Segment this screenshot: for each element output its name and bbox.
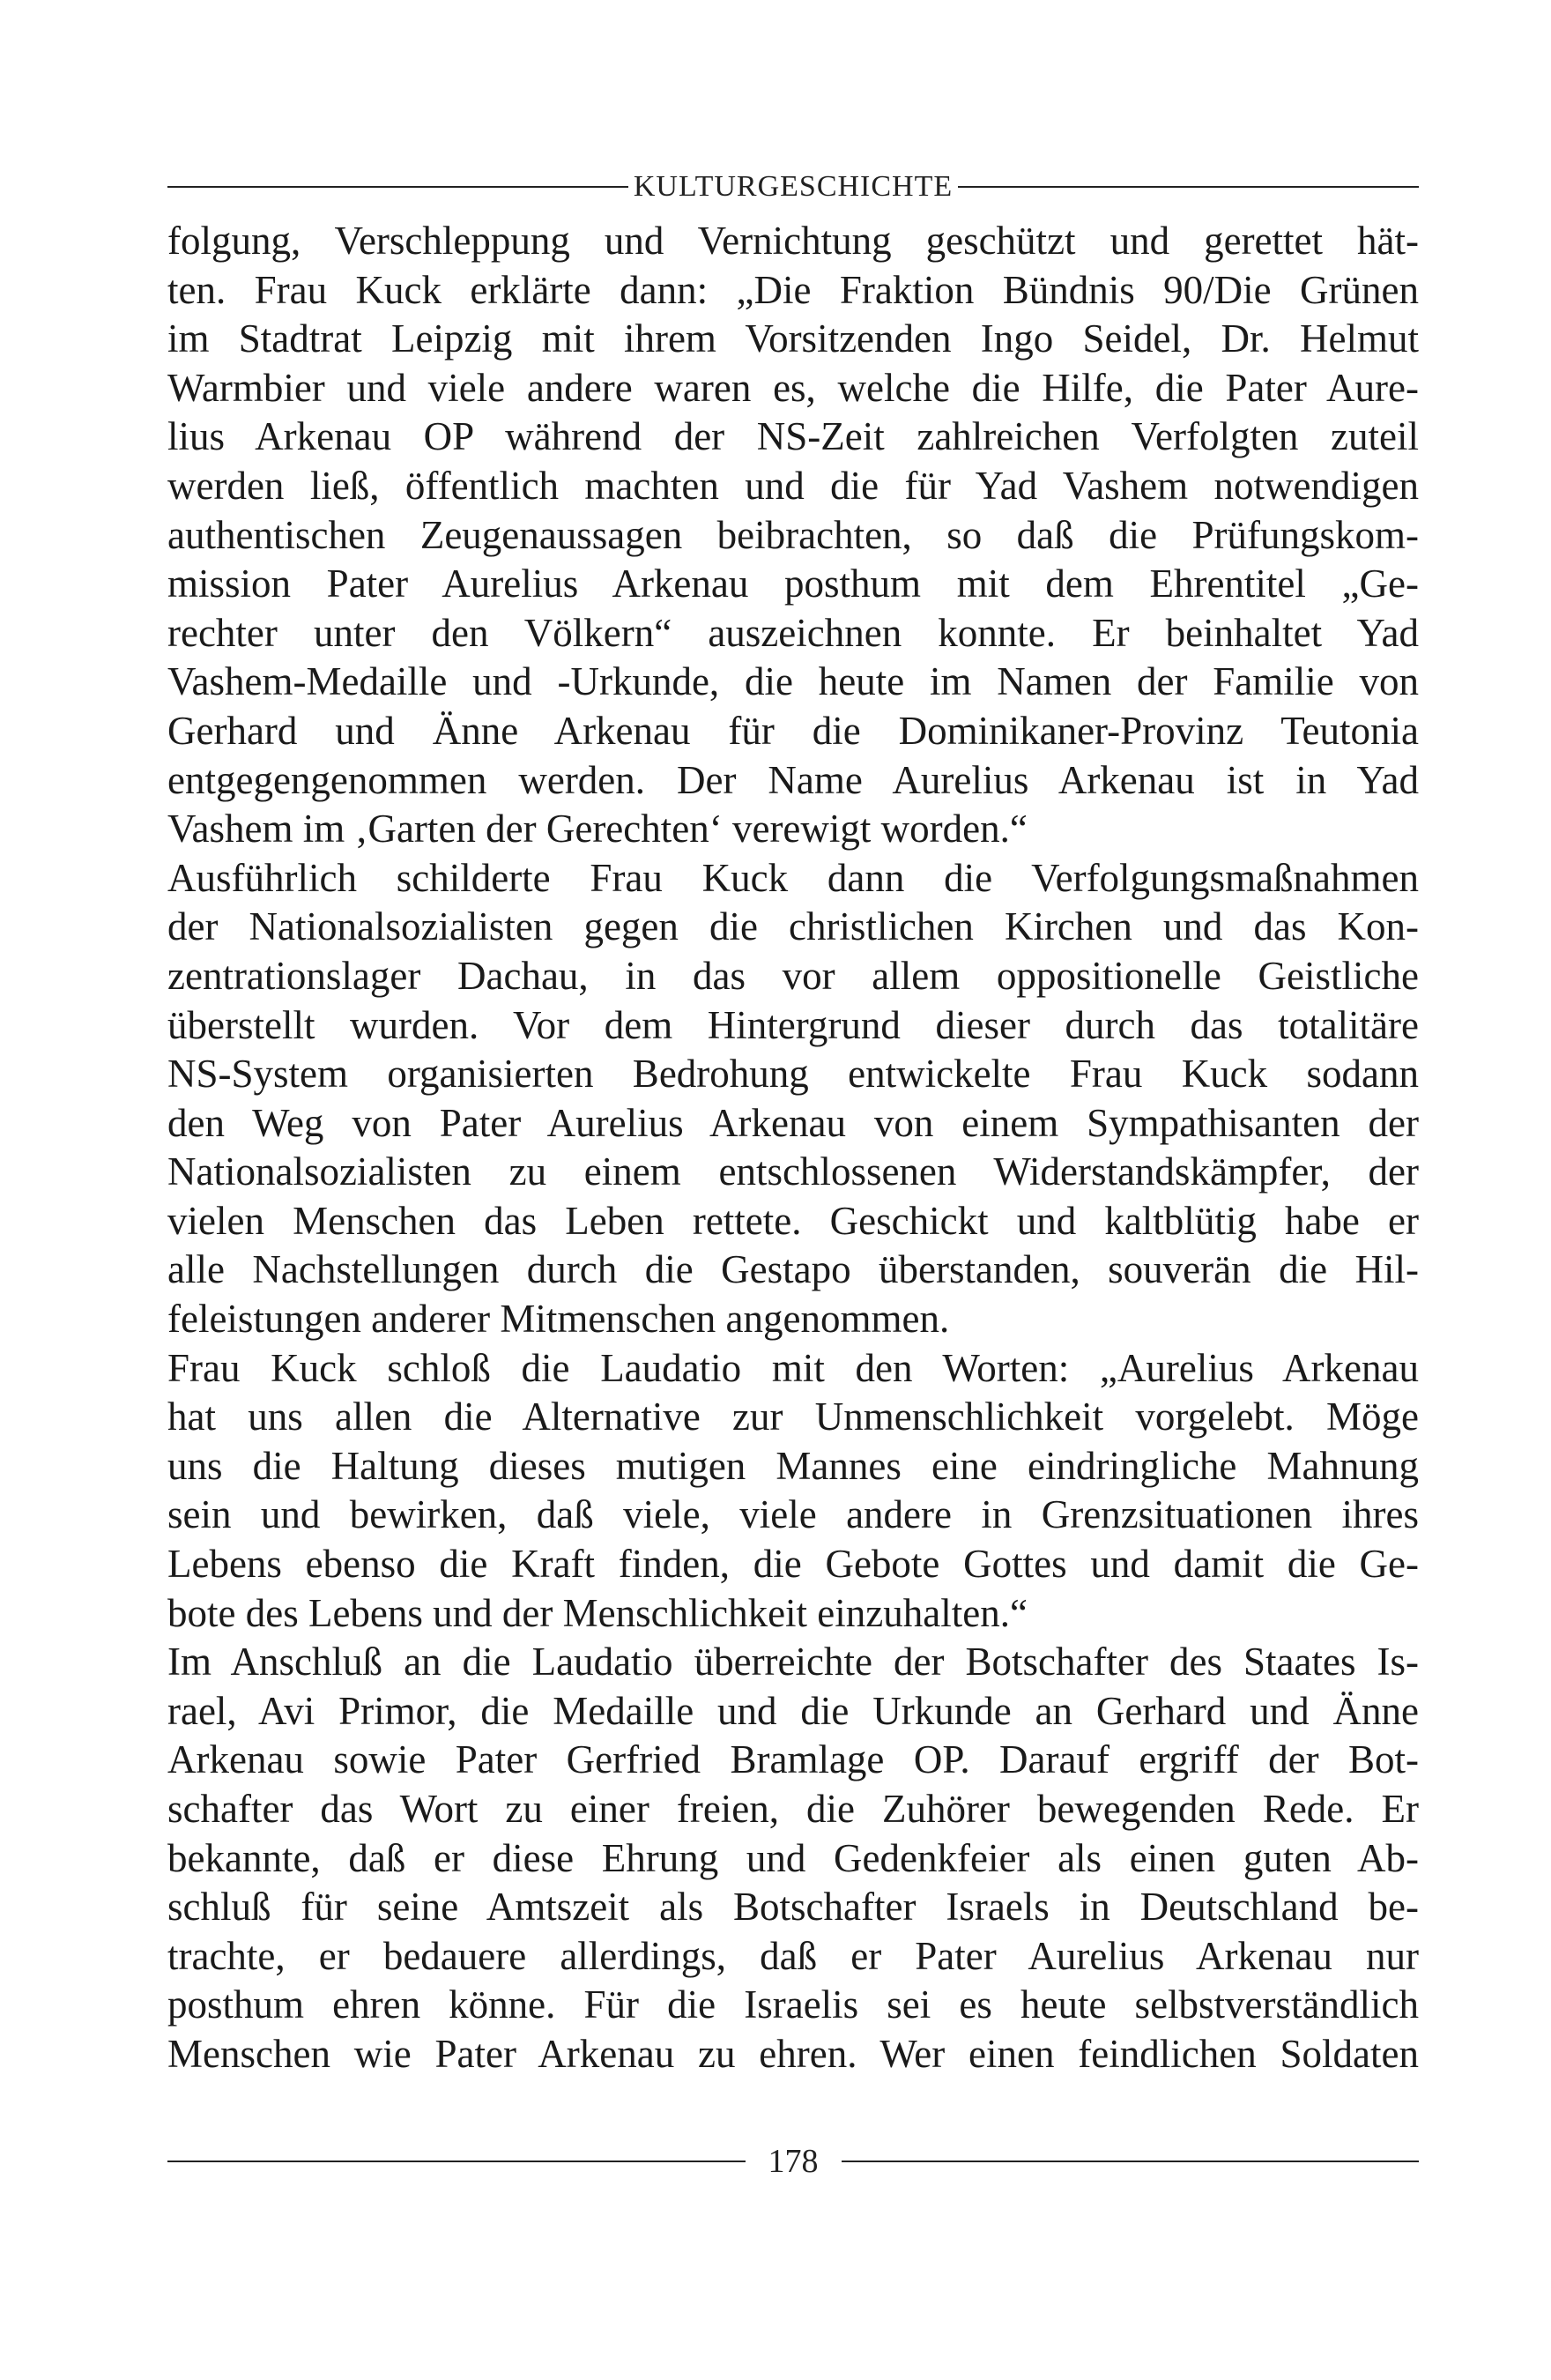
text-line: bote des Lebens und der Menschlichkeit einzuhalten.“ [167, 1590, 1028, 1635]
text-line: der Nationalsozialisten gegen die christlichen Kirchen und das Kon- [167, 904, 1419, 949]
text-line: rechter unter den Völkern“ auszeichnen konnte. Er beinhaltet Yad [167, 610, 1419, 655]
text-line: Frau Kuck schloß die Laudatio mit den Worten: „Aurelius Arkenau [167, 1345, 1419, 1390]
text-line: authentischen Zeugenaussagen beibrachten, so daß die Prüfungskom- [167, 512, 1419, 557]
text-line: im Stadtrat Leipzig mit ihrem Vorsitzenden Ingo Seidel, Dr. Helmut [167, 316, 1419, 361]
text-line: alle Nachstellungen durch die Gestapo überstanden, souverän die Hil- [167, 1247, 1419, 1292]
text-line: Vashem im ‚Garten der Gerechten‘ verewigt worden.“ [167, 807, 1028, 852]
text-line: bekannte, daß er diese Ehrung und Gedenkfeier als einen guten Ab- [167, 1835, 1419, 1880]
text-line: folgung, Verschleppung und Vernichtung geschützt und gerettet hät- [167, 219, 1419, 263]
text-line: Arkenau sowie Pater Gerfried Bramlage OP. Darauf ergriff der Bot- [167, 1737, 1419, 1782]
text-line: werden ließ, öffentlich machten und die für Yad Vashem notwendigen [167, 463, 1419, 508]
text-line: sein und bewirken, daß viele, viele andere in Grenzsituationen ihres [167, 1492, 1419, 1537]
text-line: NS-System organisierten Bedrohung entwickelte Frau Kuck sodann [167, 1052, 1419, 1097]
text-line: lius Arkenau OP während der NS-Zeit zahlreichen Verfolgten zuteil [167, 414, 1419, 459]
page-number: 178 [768, 2143, 819, 2180]
header-title: KULTURGESCHICHTE [633, 170, 954, 203]
text-line: Warmbier und viele andere waren es, welche die Hilfe, die Pater Aure- [167, 365, 1419, 410]
footer-rule-left [167, 2161, 746, 2162]
text-line: Nationalsozialisten zu einem entschlossenen Widerstandskämpfer, der [167, 1149, 1419, 1194]
text-line: Lebens ebenso die Kraft finden, die Gebote Gottes und damit die Ge- [167, 1542, 1419, 1587]
header-rule-left [167, 186, 628, 188]
text-line: rael, Avi Primor, die Medaille und die Urkunde an Gerhard und Änne [167, 1688, 1419, 1733]
text-line: schluß für seine Amtszeit als Botschafter Israels in Deutschland be- [167, 1885, 1419, 1930]
text-line: Gerhard und Änne Arkenau für die Dominikaner-Provinz Teutonia [167, 708, 1419, 753]
text-line: Im Anschluß an die Laudatio überreichte der Botschafter des Staates Is- [167, 1640, 1419, 1685]
text-line: feleistungen anderer Mitmenschen angenommen. [167, 1297, 950, 1342]
text-line: zentrationslager Dachau, in das vor allem oppositionelle Geistliche [167, 953, 1419, 998]
text-line: hat uns allen die Alternative zur Unmenschlichkeit vorgelebt. Möge [167, 1395, 1419, 1439]
text-line: uns die Haltung dieses mutigen Mannes eine eindringliche Mahnung [167, 1443, 1419, 1488]
text-line: Vashem-Medaille und -Urkunde, die heute im Namen der Familie von [167, 659, 1419, 704]
text-line: entgegengenommen werden. Der Name Aurelius Arkenau ist in Yad [167, 757, 1419, 802]
text-line: ten. Frau Kuck erklärte dann: „Die Fraktion Bündnis 90/Die Grünen [167, 267, 1419, 312]
text-line: überstellt wurden. Vor dem Hintergrund dieser durch das totalitäre [167, 1002, 1419, 1047]
footer-rule-right [842, 2161, 1420, 2162]
text-line: trachte, er bedauere allerdings, daß er Pater Aurelius Arkenau nur [167, 1933, 1419, 1978]
text-line: vielen Menschen das Leben rettete. Geschickt und kaltblütig habe er [167, 1198, 1419, 1243]
text-line: den Weg von Pater Aurelius Arkenau von einem Sympathisanten der [167, 1100, 1419, 1145]
text-line: Menschen wie Pater Arkenau zu ehren. Wer einen feindlichen Soldaten [167, 2031, 1419, 2076]
text-line: posthum ehren könne. Für die Israelis sei es heute selbstverständlich [167, 1982, 1419, 2027]
body-text [167, 217, 1419, 2079]
text-line: Ausführlich schilderte Frau Kuck dann die Verfolgungsmaßnahmen [167, 855, 1419, 900]
running-header [167, 164, 1419, 210]
text-line: schafter das Wort zu einer freien, die Zuhörer bewegenden Rede. Er [167, 1787, 1419, 1831]
page-footer [167, 2135, 1419, 2188]
text-line: mission Pater Aurelius Arkenau posthum mit dem Ehrentitel „Ge- [167, 562, 1419, 606]
header-rule-right [958, 186, 1419, 188]
